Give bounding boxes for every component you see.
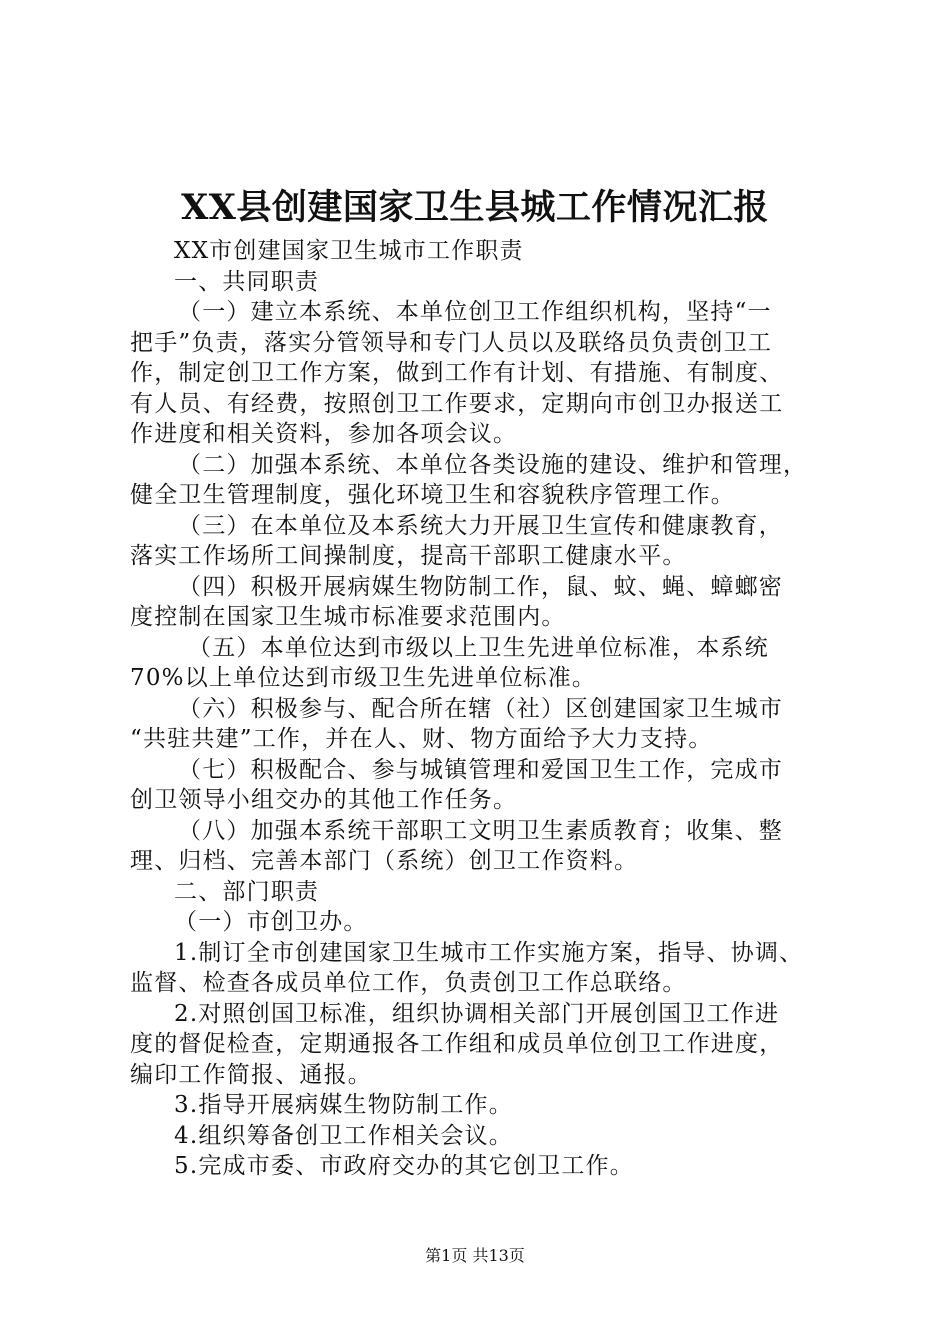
body-line: “共驻共建”工作，并在人、财、物方面给予大力支持。 xyxy=(130,726,713,752)
body-line: （一）市创卫办。 xyxy=(174,909,368,935)
body-line: 二、部门职责 xyxy=(174,878,320,905)
body-line: 4.组织筹备创卫工作相关会议。 xyxy=(174,1122,513,1149)
body-line: 3.指导开展病媒生物防制工作。 xyxy=(174,1092,513,1118)
body-line: 70%以上单位达到市级卫生先进单位标准。 xyxy=(130,665,597,691)
body-line: （一）建立本系统、本单位创卫工作组织机构，坚持“一 xyxy=(178,299,772,325)
document-body xyxy=(130,236,838,1182)
body-line: （五）本单位达到市级以上卫生先进单位标准，本系统 xyxy=(188,634,769,661)
body-line: 一、共同职责 xyxy=(174,268,320,295)
body-line: （七）积极配合、参与城镇管理和爱国卫生工作，完成市 xyxy=(178,756,783,783)
body-line: （八）加强本系统干部职工文明卫生素质教育；收集、整 xyxy=(178,817,783,844)
body-line: 2.对照创国卫标准，组织协调相关部门开展创国卫工作进 xyxy=(174,1000,780,1027)
body-line: 创卫领导小组交办的其他工作任务。 xyxy=(130,787,518,813)
page-footer: 第1页 共13页 xyxy=(425,1246,525,1265)
body-line: 5.完成市委、市政府交办的其它创卫工作。 xyxy=(174,1153,634,1179)
body-line: 落实工作场所工间操制度，提高干部职工健康水平。 xyxy=(130,543,687,569)
body-line: 作进度和相关资料，参加各项会议。 xyxy=(130,421,518,447)
body-line: XX市创建国家卫生城市工作职责 xyxy=(174,238,524,264)
body-line: 把手”负责，落实分管领导和专门人员以及联络员负责创卫工 xyxy=(130,329,773,356)
body-line: （四）积极开展病媒生物防制工作，鼠、蚊、蝇、蟑螂密 xyxy=(178,573,783,600)
body-line: （六）积极参与、配合所在辖（社）区创建国家卫生城市 xyxy=(178,695,783,722)
body-line: 作，制定创卫工作方案，做到工作有计划、有措施、有制度、 xyxy=(130,360,784,386)
body-line: 度的督促检查，定期通报各工作组和成员单位创卫工作进度， xyxy=(130,1031,784,1057)
document-title: XX县创建国家卫生县城工作情况汇报 xyxy=(181,187,769,228)
body-line: （三）在本单位及本系统大力开展卫生宣传和健康教育， xyxy=(178,512,783,539)
body-line: 理、归档、完善本部门（系统）创卫工作资料。 xyxy=(130,848,639,874)
body-line: 编印工作简报、通报。 xyxy=(130,1061,372,1088)
body-line: （二）加强本系统、本单位各类设施的建设、维护和管理， xyxy=(178,451,808,478)
body-line: 监督、检查各成员单位工作，负责创卫工作总联络。 xyxy=(130,970,687,996)
body-line: 有人员、有经费，按照创卫工作要求，定期向市创卫办报送工 xyxy=(130,390,784,417)
body-line: 健全卫生管理制度，强化环境卫生和容貌秩序管理工作。 xyxy=(130,482,735,508)
body-line: 1.制订全市创建国家卫生城市工作实施方案，指导、协调、 xyxy=(174,939,804,966)
body-line: 度控制在国家卫生城市标准要求范围内。 xyxy=(130,604,566,630)
